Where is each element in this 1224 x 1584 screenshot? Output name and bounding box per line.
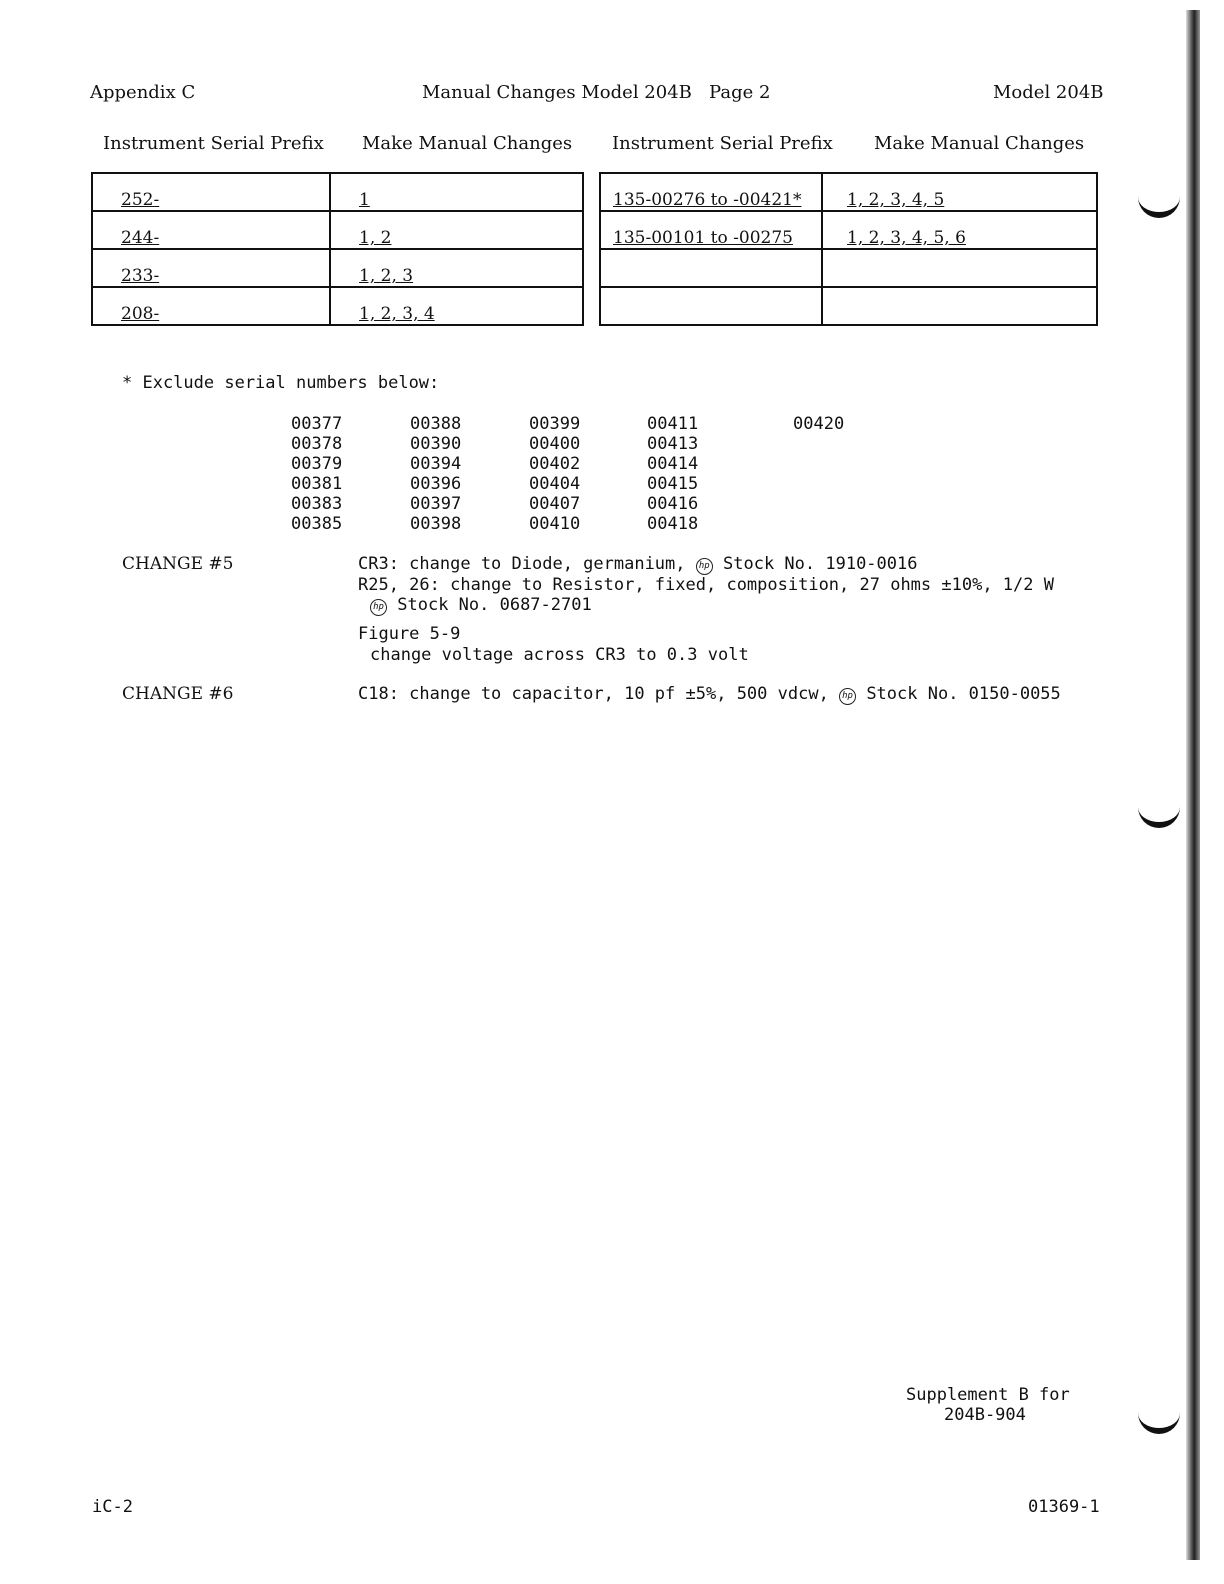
change-5-line-2: R25, 26: change to Resistor, fixed, composition, 27 ohms ±10%, 1/2 W xyxy=(358,575,1054,595)
serial-number: 00399 xyxy=(529,414,581,434)
serial-number: 00379 xyxy=(291,454,343,474)
changes-cell: 1 xyxy=(330,173,583,211)
header-model: Model 204B xyxy=(993,82,1104,103)
table-row xyxy=(600,249,1097,287)
serial-number: 00396 xyxy=(410,474,462,494)
table-row xyxy=(600,287,1097,325)
serial-column-4 xyxy=(647,414,698,534)
figure-title: Figure 5-9 xyxy=(358,624,461,644)
footer-doc-number: 01369-1 xyxy=(1028,1497,1100,1517)
punch-hole-top xyxy=(1138,176,1180,218)
right-changes-header: Make Manual Changes xyxy=(874,133,1085,154)
change-5-label: CHANGE #5 xyxy=(122,554,234,574)
serial-column-1 xyxy=(291,414,342,534)
header-appendix: Appendix C xyxy=(90,82,196,103)
exclude-note: * Exclude serial numbers below: xyxy=(122,373,440,393)
serial-number: 00381 xyxy=(291,474,343,494)
table-row xyxy=(92,249,583,287)
header-title: Manual Changes Model 204B Page 2 xyxy=(422,82,771,103)
serial-number: 00414 xyxy=(647,454,699,474)
footer-page-number: iC-2 xyxy=(92,1497,133,1517)
change-6-label: CHANGE #6 xyxy=(122,684,234,704)
serial-number: 00402 xyxy=(529,454,581,474)
prefix-cell xyxy=(600,249,822,287)
table-row xyxy=(600,211,1097,249)
prefix-cell: 233- xyxy=(92,249,330,287)
serial-number: 00383 xyxy=(291,494,343,514)
table-row xyxy=(92,211,583,249)
supplement-line-1: Supplement B for xyxy=(906,1385,1070,1405)
supplement-line-2: 204B-904 xyxy=(944,1405,1026,1425)
changes-cell: 1, 2, 3 xyxy=(330,249,583,287)
serial-column-3 xyxy=(529,414,580,534)
serial-number: 00416 xyxy=(647,494,699,514)
binder-edge xyxy=(1186,10,1200,1560)
hp-logo-icon: hp xyxy=(839,688,856,705)
changes-cell: 1, 2, 3, 4, 5, 6 xyxy=(822,211,1097,249)
change-5-line-1: CR3: change to Diode, germanium, hp Stock No. 1910-0016 xyxy=(358,554,918,574)
changes-cell xyxy=(822,287,1097,325)
serial-number: 00407 xyxy=(529,494,581,514)
serial-number: 00418 xyxy=(647,514,699,534)
serial-number: 00413 xyxy=(647,434,699,454)
punch-hole-bottom xyxy=(1138,1392,1180,1434)
changes-cell: 1, 2, 3, 4 xyxy=(330,287,583,325)
right-prefix-header: Instrument Serial Prefix xyxy=(612,133,833,154)
table-row xyxy=(600,173,1097,211)
right-serial-table xyxy=(599,172,1098,326)
serial-number: 00388 xyxy=(410,414,462,434)
changes-cell xyxy=(822,249,1097,287)
change-6-line-1: C18: change to capacitor, 10 pf ±5%, 500 vdcw, hp Stock No. 0150-0055 xyxy=(358,684,1061,704)
serial-number: 00404 xyxy=(529,474,581,494)
prefix-cell: 252- xyxy=(92,173,330,211)
serial-number: 00398 xyxy=(410,514,462,534)
serial-number: 00420 xyxy=(793,414,845,434)
figure-text: change voltage across CR3 to 0.3 volt xyxy=(370,645,749,665)
serial-number: 00377 xyxy=(291,414,343,434)
serial-number: 00385 xyxy=(291,514,343,534)
serial-number: 00390 xyxy=(410,434,462,454)
change-5-line-3: hp Stock No. 0687-2701 xyxy=(370,595,592,616)
left-serial-table xyxy=(91,172,584,326)
left-prefix-header: Instrument Serial Prefix xyxy=(103,133,324,154)
changes-cell: 1, 2, 3, 4, 5 xyxy=(822,173,1097,211)
serial-number: 00400 xyxy=(529,434,581,454)
serial-number: 00394 xyxy=(410,454,462,474)
prefix-cell: 135-00276 to -00421* xyxy=(600,173,822,211)
serial-number: 00410 xyxy=(529,514,581,534)
prefix-cell xyxy=(600,287,822,325)
serial-number: 00411 xyxy=(647,414,699,434)
serial-number: 00397 xyxy=(410,494,462,514)
serial-number: 00378 xyxy=(291,434,343,454)
serial-number: 00415 xyxy=(647,474,699,494)
hp-logo-icon: hp xyxy=(696,558,713,575)
punch-hole-middle xyxy=(1138,786,1180,828)
hp-logo-icon: hp xyxy=(370,599,387,616)
table-row xyxy=(92,287,583,325)
serial-column-5 xyxy=(793,414,844,434)
prefix-cell: 244- xyxy=(92,211,330,249)
prefix-cell: 208- xyxy=(92,287,330,325)
changes-cell: 1, 2 xyxy=(330,211,583,249)
table-row xyxy=(92,173,583,211)
prefix-cell: 135-00101 to -00275 xyxy=(600,211,822,249)
left-changes-header: Make Manual Changes xyxy=(362,133,573,154)
serial-column-2 xyxy=(410,414,461,534)
